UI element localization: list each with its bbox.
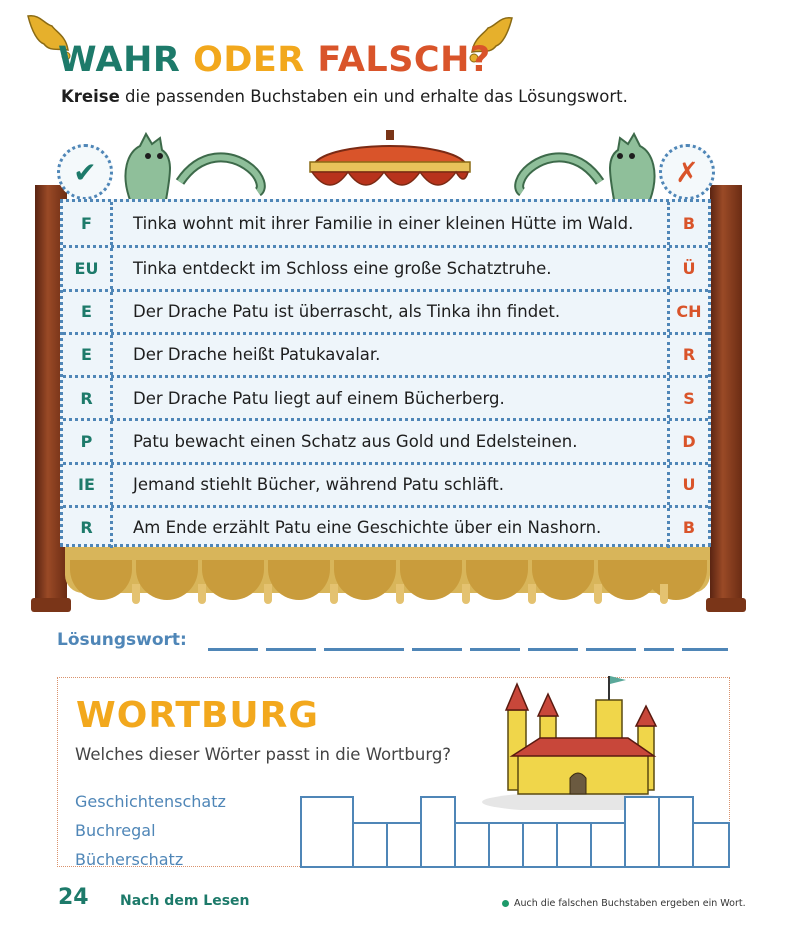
stage-pillar-right-cap bbox=[706, 598, 746, 612]
wortburg-title: WORTBURG bbox=[76, 695, 319, 736]
statement-text: Patu bewacht einen Schatz aus Gold und Edelsteinen. bbox=[133, 431, 578, 451]
stage-pillar-left-cap bbox=[31, 598, 71, 612]
true-letter[interactable]: EU bbox=[63, 248, 113, 288]
true-letter[interactable]: R bbox=[63, 508, 113, 548]
true-letter[interactable]: E bbox=[63, 335, 113, 375]
curtain-tassel bbox=[330, 584, 338, 604]
cross-icon: ✗ bbox=[675, 155, 699, 189]
false-column-marker bbox=[659, 144, 715, 200]
statement-row bbox=[63, 375, 708, 418]
statement-row bbox=[63, 289, 708, 332]
curtain-tassel bbox=[396, 584, 404, 604]
statement-row bbox=[63, 202, 708, 245]
true-letter[interactable]: IE bbox=[63, 465, 113, 505]
curtain-scallop bbox=[136, 560, 198, 600]
curtain-scallop bbox=[202, 560, 264, 600]
page-title bbox=[58, 38, 491, 82]
title-word-falsch: FALSCH? bbox=[317, 40, 491, 80]
true-letter[interactable]: R bbox=[63, 378, 113, 418]
curtain-tassel bbox=[132, 584, 140, 604]
false-letter[interactable]: B bbox=[667, 202, 708, 245]
instruction-bold: Kreise bbox=[61, 87, 120, 106]
false-letter[interactable]: Ü bbox=[667, 248, 708, 288]
statement-row bbox=[63, 462, 708, 505]
false-letter[interactable]: R bbox=[667, 335, 708, 375]
title-word-oder: ODER bbox=[193, 40, 305, 80]
footer-hint-text: Auch die falschen Buchstaben ergeben ein Wort. bbox=[514, 898, 746, 909]
curtain-scallop bbox=[532, 560, 594, 600]
instruction-rest: die passenden Buchstaben ein und erhalte das Lösungswort. bbox=[119, 87, 628, 106]
wortburg-cell[interactable] bbox=[386, 822, 422, 868]
statement-text: Der Drache heißt Patukavalar. bbox=[133, 345, 381, 365]
solution-label: Lösungswort: bbox=[57, 630, 187, 650]
statement-text: Tinka entdeckt im Schloss eine große Schatztruhe. bbox=[133, 258, 552, 278]
bullet-dot-icon bbox=[502, 900, 509, 907]
curtain-scallop bbox=[70, 560, 132, 600]
section-name: Nach dem Lesen bbox=[120, 893, 250, 909]
castle-icon bbox=[478, 670, 678, 810]
statement-row bbox=[63, 418, 708, 461]
dragon-right-icon bbox=[510, 112, 680, 202]
curtain-scallop bbox=[268, 560, 330, 600]
curtain-tassel bbox=[198, 584, 206, 604]
checkmark-icon: ✔ bbox=[73, 155, 97, 189]
false-letter[interactable]: CH bbox=[667, 292, 708, 332]
curtain-tassel bbox=[264, 584, 272, 604]
curtain-scallop bbox=[466, 560, 528, 600]
statement-text: Am Ende erzählt Patu eine Geschichte über ein Nashorn. bbox=[133, 518, 602, 538]
true-column-marker bbox=[57, 144, 113, 200]
statement-text: Der Drache Patu ist überrascht, als Tinka ihn findet. bbox=[133, 302, 561, 322]
wortburg-cell[interactable] bbox=[658, 796, 694, 868]
instruction-text bbox=[61, 87, 628, 106]
solution-blank[interactable] bbox=[324, 648, 404, 651]
curtain-scallop bbox=[400, 560, 462, 600]
wortburg-cell[interactable] bbox=[590, 822, 626, 868]
statement-row bbox=[63, 505, 708, 548]
stage-pillar-right bbox=[710, 185, 742, 605]
word-option[interactable]: Buchregal bbox=[75, 821, 156, 840]
curtain-tassel bbox=[462, 584, 470, 604]
true-letter[interactable]: E bbox=[63, 292, 113, 332]
false-letter[interactable]: S bbox=[667, 378, 708, 418]
wortburg-cell[interactable] bbox=[420, 796, 456, 868]
false-letter[interactable]: U bbox=[667, 465, 708, 505]
footer-hint bbox=[502, 898, 746, 909]
dragon-left-icon bbox=[100, 112, 270, 202]
solution-blank[interactable] bbox=[586, 648, 636, 651]
statement-text: Tinka wohnt mit ihrer Familie in einer kleinen Hütte im Wald. bbox=[133, 214, 634, 234]
false-letter[interactable]: B bbox=[667, 508, 708, 548]
curtain-scallop bbox=[645, 560, 707, 600]
wortburg-question: Welches dieser Wörter passt in die Wortburg? bbox=[75, 745, 452, 764]
wortburg-cell[interactable] bbox=[352, 822, 388, 868]
curtain-scallop bbox=[334, 560, 396, 600]
word-option[interactable]: Bücherschatz bbox=[75, 850, 184, 869]
statement-row bbox=[63, 332, 708, 375]
wortburg-cell[interactable] bbox=[522, 822, 558, 868]
page-number: 24 bbox=[58, 885, 89, 910]
wortburg-cell[interactable] bbox=[692, 822, 730, 868]
wortburg-cell[interactable] bbox=[556, 822, 592, 868]
curtain-tassel bbox=[528, 584, 536, 604]
false-letter[interactable]: D bbox=[667, 421, 708, 461]
true-letter[interactable]: P bbox=[63, 421, 113, 461]
curtain-tassel bbox=[660, 584, 668, 604]
solution-blank[interactable] bbox=[208, 648, 258, 651]
wortburg-cell[interactable] bbox=[454, 822, 490, 868]
wortburg-cell[interactable] bbox=[624, 796, 660, 868]
solution-blank[interactable] bbox=[644, 648, 674, 651]
stage-canopy-icon bbox=[300, 128, 480, 204]
statement-row bbox=[63, 245, 708, 288]
title-word-wahr: WAHR bbox=[58, 40, 181, 80]
true-letter[interactable]: F bbox=[63, 202, 113, 245]
solution-blank[interactable] bbox=[528, 648, 578, 651]
solution-blank[interactable] bbox=[266, 648, 316, 651]
statement-text: Der Drache Patu liegt auf einem Bücherberg. bbox=[133, 388, 505, 408]
curtain-tassel bbox=[594, 584, 602, 604]
statement-text: Jemand stiehlt Bücher, während Patu schläft. bbox=[133, 475, 505, 495]
statements-table bbox=[60, 199, 711, 547]
word-option[interactable]: Geschichtenschatz bbox=[75, 792, 226, 811]
wortburg-cell[interactable] bbox=[488, 822, 524, 868]
solution-blank[interactable] bbox=[412, 648, 462, 651]
solution-blank[interactable] bbox=[682, 648, 728, 651]
wortburg-cell[interactable] bbox=[300, 796, 354, 868]
solution-blank[interactable] bbox=[470, 648, 520, 651]
